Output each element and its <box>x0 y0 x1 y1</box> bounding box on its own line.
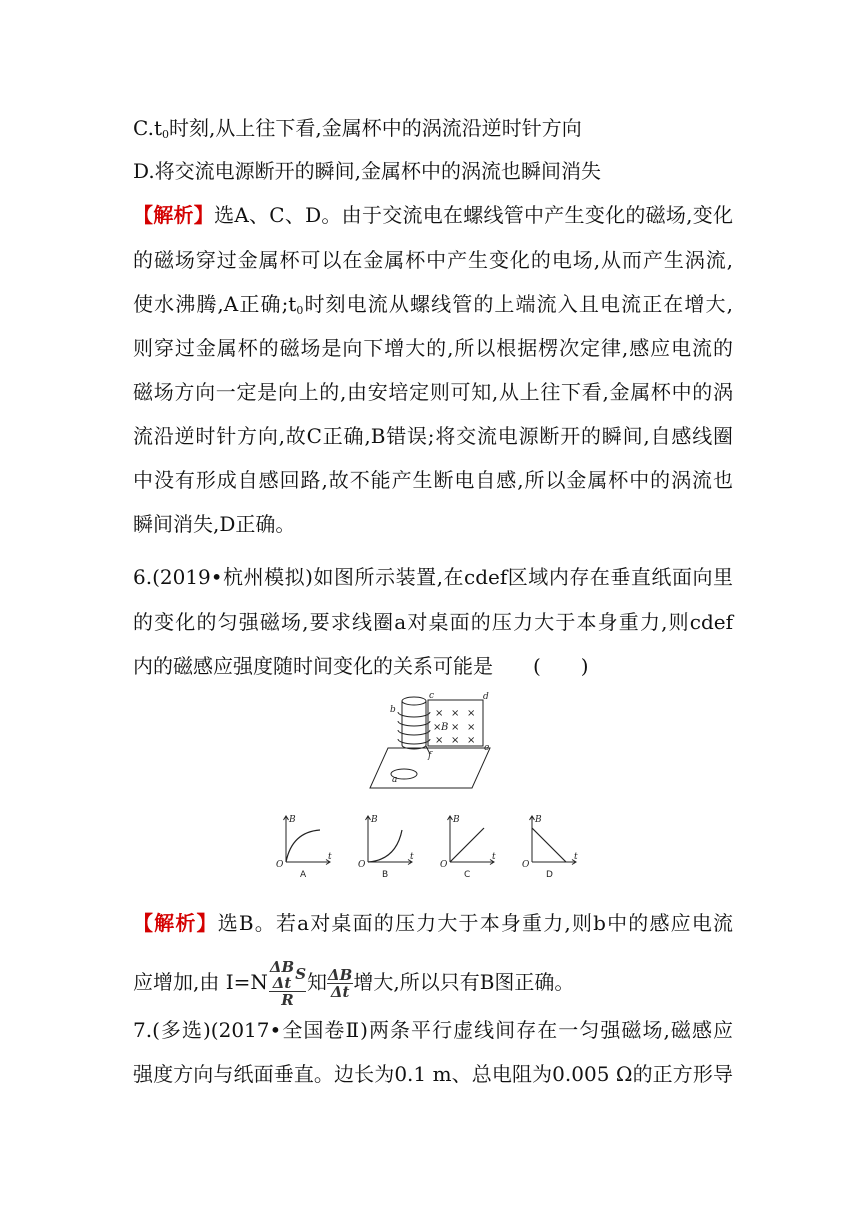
analysis-b-line-2: 应增加,由 I=N ΔB Δt S R 知 $\frac{\Delta B}{\Delta t}$ 增大,所以只有B图正确。 <box>133 958 575 1009</box>
graph-a-origin: O <box>276 860 284 870</box>
graph-b-y-label: B <box>371 815 378 825</box>
question-6-line-2: 的变化的匀强磁场,要求线圈a对桌面的压力大于本身重力,则cdef <box>133 610 733 634</box>
svg-text:×: × <box>451 722 460 733</box>
graph-d-origin: O <box>522 860 530 870</box>
graph-a-curve <box>286 830 320 862</box>
svg-text:f: f <box>428 751 432 761</box>
graph-b-option-label: B <box>382 870 389 880</box>
analysis-line-6: 流沿逆时针方向,故C正确,B错误;将交流电源断开的瞬间,自感线圈 <box>133 424 733 448</box>
question-7-line-2: 强度方向与纸面垂直。边长为0.1 m、总电阻为0.005 Ω的正方形导 <box>133 1062 733 1086</box>
svg-text:×: × <box>451 708 460 719</box>
analysis-line-8: 瞬间消失,D正确。 <box>133 512 296 536</box>
graph-d-x-label: t <box>574 852 578 862</box>
graph-c-x-label: t <box>492 852 496 862</box>
svg-text:c: c <box>429 691 435 701</box>
graph-d-curve <box>532 828 566 862</box>
analysis-tag: 【解析】 <box>133 911 218 935</box>
option-graphs <box>272 806 592 882</box>
graph-c-option-label: C <box>464 870 471 880</box>
analysis-line-7: 中没有形成自感回路,故不能产生断电自感,所以金属杯中的涡流也 <box>133 468 733 492</box>
graph-a-y-label: B <box>289 815 296 825</box>
question-7-line-1: 7.(多选)(2017•全国卷Ⅱ)两条平行虚线间存在一匀强磁场,磁感应 <box>133 1018 733 1042</box>
graph-c-curve <box>450 828 484 862</box>
graph-a-x-label: t <box>328 852 332 862</box>
question-6-line-3: 内的磁感应强度随时间变化的关系可能是 ( ) <box>133 654 589 678</box>
graph-c-y-label: B <box>453 815 460 825</box>
svg-text:×: × <box>435 735 444 746</box>
graph-b-x-label: t <box>410 852 414 862</box>
graph-c-origin: O <box>440 860 448 870</box>
formula-rate-fraction: $\frac{\Delta B}{\Delta t}$ <box>328 966 353 1001</box>
analysis-line-5: 磁场方向一定是向上的,由安培定则可知,从上往下看,金属杯中的涡 <box>133 380 733 404</box>
svg-text:×: × <box>467 708 476 719</box>
analysis-line-2: 的磁场穿过金属杯可以在金属杯中产生变化的电场,从而产生涡流, <box>133 248 733 272</box>
svg-text:b: b <box>390 705 396 715</box>
graph-b-curve <box>368 830 402 862</box>
analysis-tag: 【解析】 <box>133 203 215 227</box>
question-6-line-1: 6.(2019•杭州模拟)如图所示装置,在cdef区域内存在垂直纸面向里 <box>133 565 733 589</box>
analysis-line-4: 则穿过金属杯的磁场是向下增大的,所以根据楞次定律,感应电流的 <box>133 336 733 360</box>
option-d: D.将交流电源断开的瞬间,金属杯中的涡流也瞬间消失 <box>133 159 602 183</box>
svg-text:B: B <box>441 722 449 733</box>
svg-text:×: × <box>435 708 444 719</box>
graph-b-origin: O <box>358 860 366 870</box>
svg-text:e: e <box>484 743 490 753</box>
graph-d-option-label: D <box>546 870 553 880</box>
svg-text:d: d <box>483 692 489 702</box>
svg-text:×: × <box>467 722 476 733</box>
svg-text:×: × <box>433 722 442 733</box>
svg-text:×: × <box>451 735 460 746</box>
svg-text:a: a <box>392 775 398 785</box>
analysis-b-line-1: 【解析】选B。若a对桌面的压力大于本身重力,则b中的感应电流 <box>133 911 734 935</box>
option-c: $C.t_0$时刻,从上往下看,金属杯中的涡流沿逆时针方向 <box>133 116 582 141</box>
apparatus-figure <box>360 690 500 790</box>
analysis-line-1: 【解析】选A、C、D。由于交流电在螺线管中产生变化的磁场,变化 <box>133 203 734 227</box>
analysis-line-3: 使水沸腾,A正确$;t_0$时刻电流从螺线管的上端流入且电流正在增大, <box>133 292 733 317</box>
graph-d-y-label: B <box>535 815 542 825</box>
graph-a-option-label: A <box>300 870 307 880</box>
svg-text:×: × <box>467 735 476 746</box>
answer-blank: ( ) <box>533 654 589 678</box>
formula-emf-fraction: ΔB Δt S R <box>269 958 307 1009</box>
